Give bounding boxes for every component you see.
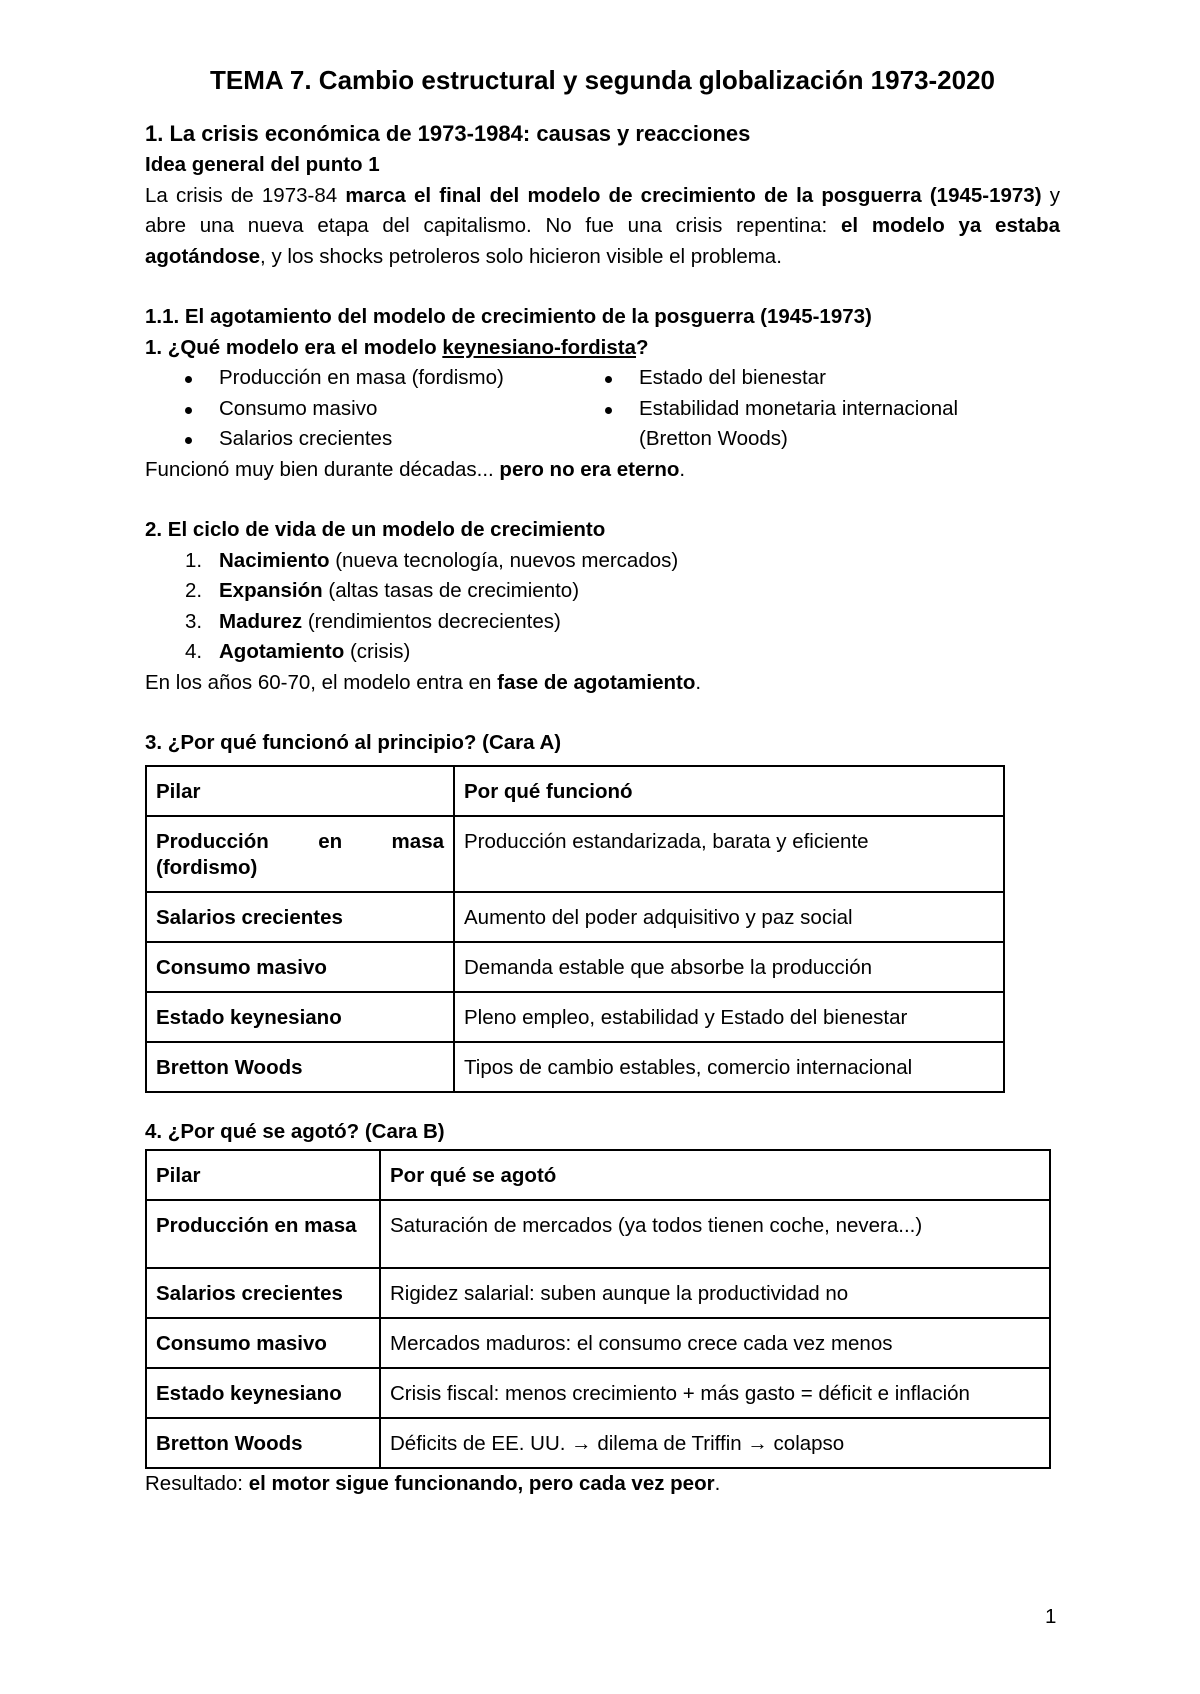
table-row [146, 1368, 1050, 1418]
table-row [146, 1042, 1004, 1092]
bullet-icon [605, 376, 612, 383]
idea-general-label: Idea general del punto 1 [145, 153, 380, 176]
list-item: Estabilidad monetaria internacional (Bretton Woods) [565, 394, 1005, 455]
table-cell: Consumo masivo [146, 942, 454, 992]
table-header-row [146, 1150, 1050, 1200]
page-number: 1 [1045, 1605, 1057, 1628]
list-item: Salarios crecientes [145, 424, 640, 455]
table-cara-b [145, 1149, 1051, 1469]
table-header-cell: Por qué funcionó [454, 766, 1004, 816]
subsection-1-1-heading: 1.1. El agotamiento del modelo de crecimiento de la posguerra (1945-1973) [145, 305, 872, 328]
table-cell: Rigidez salarial: suben aunque la productividad no [380, 1268, 1050, 1318]
table-header-cell: Pilar [146, 766, 454, 816]
table-cell: Pleno empleo, estabilidad y Estado del bienestar [454, 992, 1004, 1042]
table-row [146, 1318, 1050, 1368]
model-conclusion: Funcionó muy bien durante décadas... pero no era eterno. [145, 457, 686, 481]
table-cara-a [145, 765, 1005, 1093]
table-row [146, 816, 1004, 892]
table-cell: Crisis fiscal: menos crecimiento + más gasto = déficit e inflación [380, 1368, 1050, 1418]
table-cell: Consumo masivo [146, 1318, 380, 1368]
table-cell: Bretton Woods [146, 1418, 380, 1468]
table-cell: Bretton Woods [146, 1042, 454, 1092]
table-cell: Déficits de EE. UU. → dilema de Triffin → colapso [380, 1418, 1050, 1468]
table-row [146, 1200, 1050, 1268]
table-row [146, 942, 1004, 992]
bullet-icon [605, 407, 612, 414]
table-a-heading: 3. ¿Por qué funcionó al principio? (Cara A) [145, 731, 562, 754]
list-item: 2. Expansión (altas tasas de crecimiento) [185, 579, 580, 602]
cycle-list [145, 546, 1060, 668]
table-cell: Estado keynesiano [146, 1368, 380, 1418]
list-item: 4. Agotamiento (crisis) [185, 640, 411, 663]
table-row [146, 892, 1004, 942]
model-features-list [145, 363, 1060, 455]
document-page [145, 62, 1060, 1500]
table-row [146, 992, 1004, 1042]
table-cell: Demanda estable que absorbe la producción [454, 942, 1004, 992]
result-line: Resultado: el motor sigue funcionando, pero cada vez peor. [145, 1472, 721, 1495]
bullet-icon [185, 407, 192, 414]
table-cell: Mercados maduros: el consumo crece cada vez menos [380, 1318, 1050, 1368]
list-item: 3. Madurez (rendimientos decrecientes) [185, 609, 561, 633]
table-header-cell: Pilar [146, 1150, 380, 1200]
bullet-icon [185, 437, 192, 444]
table-header-cell: Por qué se agotó [380, 1150, 1050, 1200]
document-title: TEMA 7. Cambio estructural y segunda globalización 1973-2020 [209, 65, 996, 95]
list-item: Consumo masivo [145, 394, 640, 425]
list-item: 1. Nacimiento (nueva tecnología, nuevos mercados) [185, 548, 679, 572]
table-cell: Producción en masa (fordismo) [146, 816, 454, 892]
table-row [146, 1268, 1050, 1318]
table-cell: Saturación de mercados (ya todos tienen coche, nevera...) [380, 1200, 1050, 1268]
cycle-heading: 2. El ciclo de vida de un modelo de crecimiento [145, 518, 606, 541]
bullet-icon [185, 376, 192, 383]
table-cell: Estado keynesiano [146, 992, 454, 1042]
question-keynesian-model: 1. ¿Qué modelo era el modelo keynesiano-fordista? [145, 335, 649, 359]
table-header-row [146, 766, 1004, 816]
table-cell: Producción en masa [146, 1200, 380, 1268]
table-b-heading: 4. ¿Por qué se agotó? (Cara B) [145, 1119, 445, 1143]
table-cell: Producción estandarizada, barata y eficiente [454, 816, 1004, 892]
table-cell: Salarios crecientes [146, 1268, 380, 1318]
table-row [146, 1418, 1050, 1468]
table-cell: Aumento del poder adquisitivo y paz social [454, 892, 1004, 942]
list-item: Estado del bienestar [565, 363, 1005, 394]
idea-general-paragraph: La crisis de 1973-84 marca el final del modelo de crecimiento de la posguerra (1945-1973) y abre una nueva etapa del capitalismo. No fue una crisis repentina: el modelo ya estaba agotándose, y los shocks petroleros solo hicieron visible el problema. [145, 183, 1060, 268]
cycle-conclusion: En los años 60-70, el modelo entra en fase de agotamiento. [145, 670, 702, 694]
table-cell: Salarios crecientes [146, 892, 454, 942]
list-item: Producción en masa (fordismo) [145, 363, 640, 394]
section-1-heading: 1. La crisis económica de 1973-1984: causas y reacciones [145, 121, 751, 146]
table-cell: Tipos de cambio estables, comercio internacional [454, 1042, 1004, 1092]
